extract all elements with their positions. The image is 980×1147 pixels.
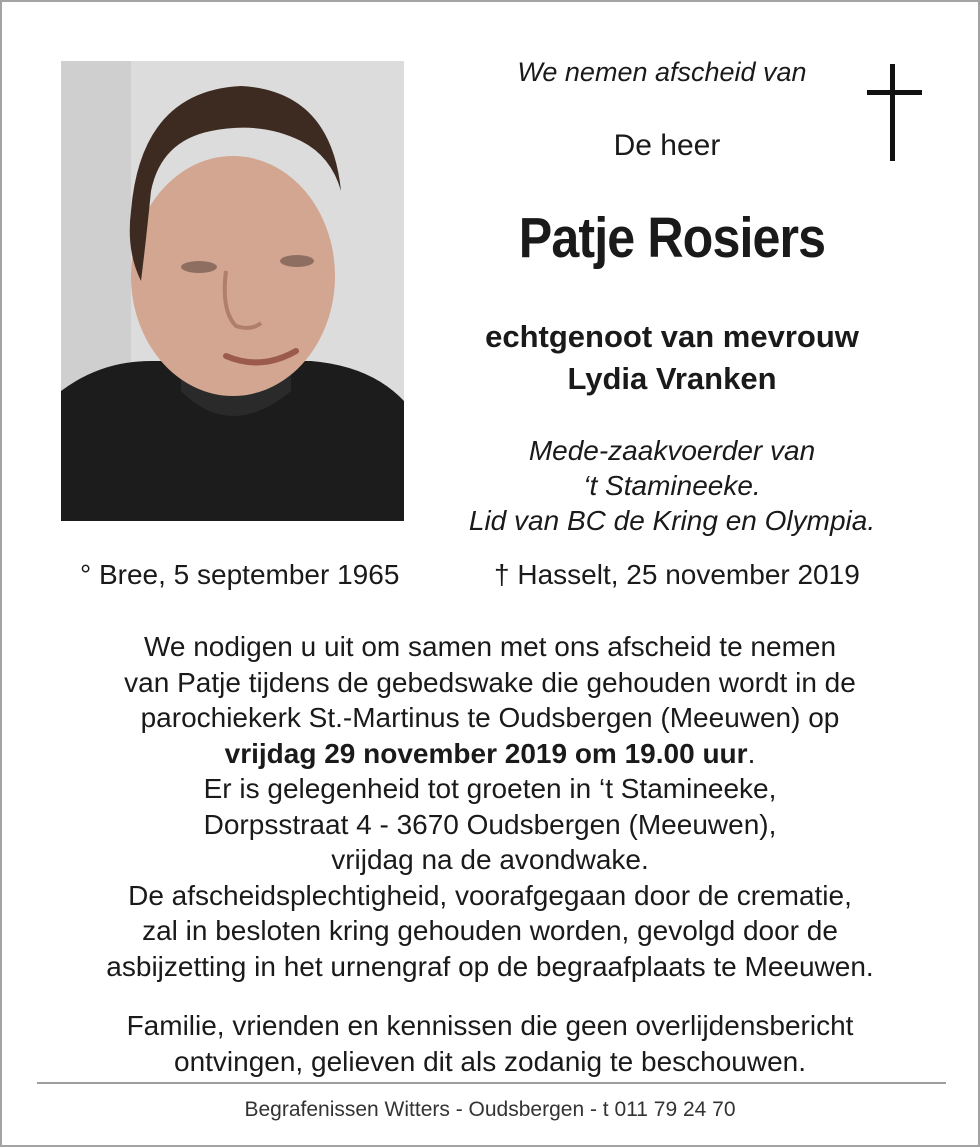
body-line-9: zal in besloten kring gehouden worden, gevolgd door de	[142, 915, 838, 946]
spouse-info	[432, 316, 912, 400]
closing-line-1: Familie, vrienden en kennissen die geen overlijdensbericht	[126, 1010, 854, 1041]
body-line-4	[2, 736, 978, 772]
death-date: † Hasselt, 25 november 2019	[494, 559, 860, 590]
ceremony-details	[2, 629, 978, 984]
portrait-photo	[61, 61, 404, 521]
honorific: De heer	[613, 129, 721, 162]
closing-line-2: ontvingen, gelieven dit als zodanig te beschouwen.	[174, 1045, 806, 1077]
body-line-6: Dorpsstraat 4 - 3670 Oudsbergen (Meeuwen),	[203, 808, 777, 840]
body-line-5: Er is gelegenheid tot groeten in ‘t Stamineeke,	[203, 773, 777, 804]
body-line-3: parochiekerk St.-Martinus te Oudsbergen (Meeuwen) op	[140, 702, 840, 733]
spouse-line-1: echtgenoot van mevrouw	[485, 319, 859, 354]
divider	[37, 1082, 946, 1084]
body-line-7: vrijdag na de avondwake.	[331, 844, 649, 875]
function-line-2: ‘t Stamineeke.	[583, 470, 761, 501]
function-line-1: Mede-zaakvoerder van	[528, 435, 816, 466]
function-line-3: Lid van BC de Kring en Olympia.	[468, 505, 876, 536]
body-line-2: van Patje tijdens de gebedswake die gehouden wordt in de	[124, 666, 856, 698]
closing-note	[2, 1008, 978, 1079]
body-line-10: asbijzetting in het urnengraf op de begraafplaats te Meeuwen.	[106, 950, 874, 982]
intro-text: We nemen afscheid van	[517, 57, 807, 87]
deceased-name: Patje Rosiers	[518, 206, 826, 270]
body-line-1: We nodigen u uit om samen met ons afscheid te nemen	[143, 631, 837, 662]
birth-date: ° Bree, 5 september 1965	[80, 559, 400, 590]
spouse-line-2: Lydia Vranken	[567, 361, 777, 396]
body-line-8: De afscheidsplechtigheid, voorafgegaan door de crematie,	[128, 879, 852, 911]
wake-date-period: .	[747, 737, 756, 769]
wake-date-time: vrijdag 29 november 2019 om 19.00 uur	[224, 737, 748, 769]
function-info	[422, 433, 922, 538]
funeral-home-footer: Begrafenissen Witters - Oudsbergen - t 011 79 24 70	[244, 1098, 736, 1121]
